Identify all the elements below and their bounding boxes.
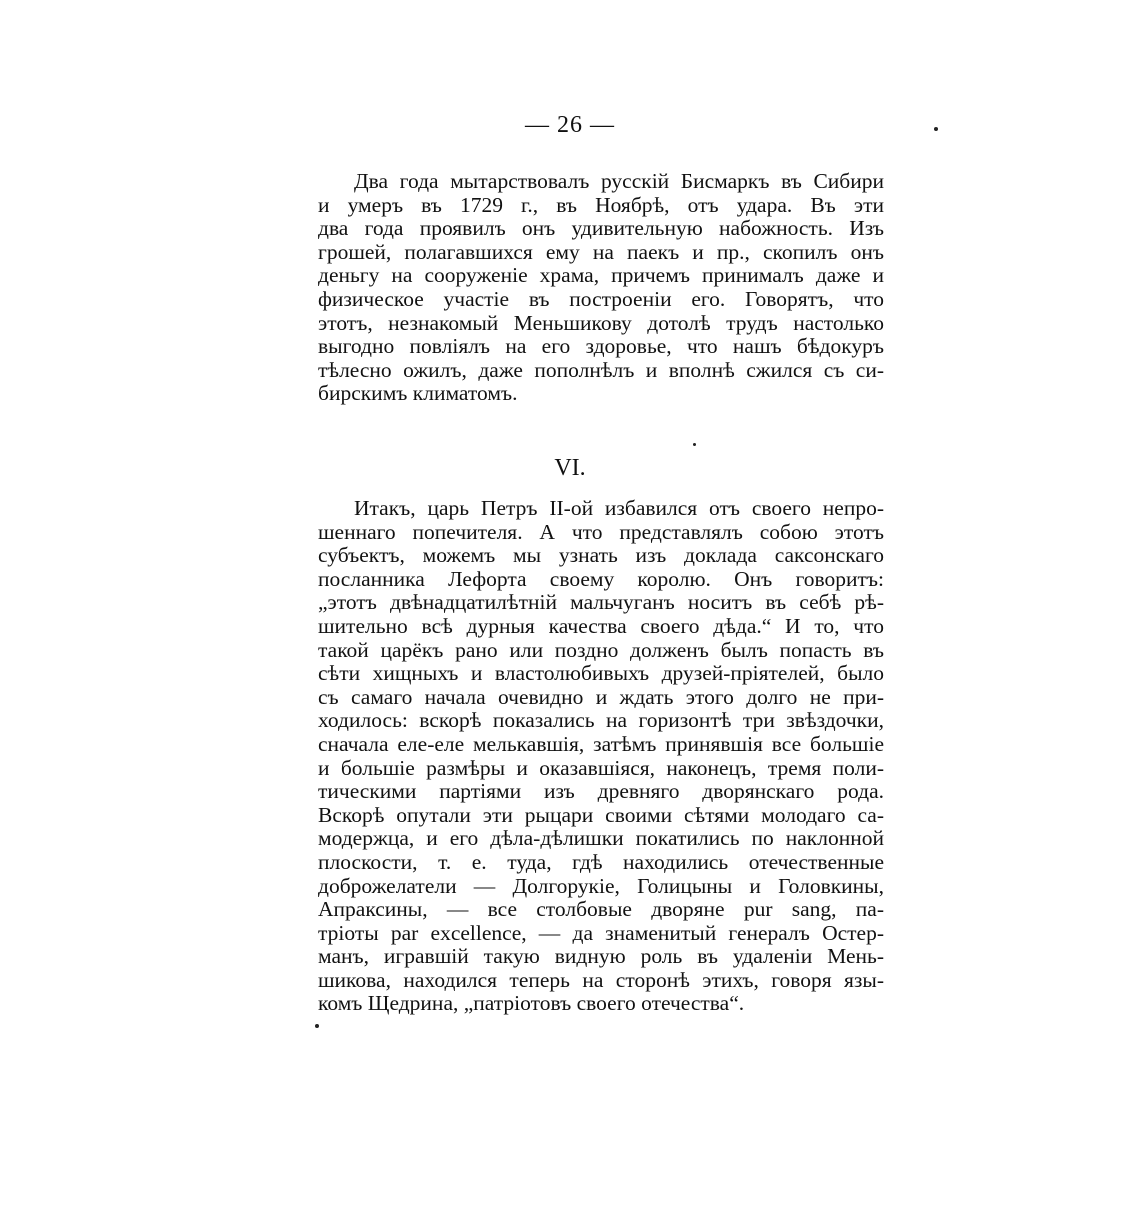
paragraph-line: сѣти хищныхъ и властолюбивыхъ друзей-пріятелей, было [318, 661, 884, 686]
paragraph-line: и умеръ въ 1729 г., въ Ноябрѣ, отъ удара. Въ эти [318, 192, 884, 217]
paragraph-line: Итакъ, царь Петръ II-ой избавился отъ своего непро- [354, 496, 884, 520]
paragraph-line: физическое участіе въ построеніи его. Говорятъ, что [318, 286, 884, 311]
paragraph-line: Апраксины, — все столбовые дворяне pur sang, па- [318, 897, 884, 922]
paragraph-line: тѣлесно ожилъ, даже пополнѣлъ и вполнѣ сжился съ си- [318, 357, 884, 382]
paragraph-line: грошей, полагавшихся ему на паекъ и пр., скопилъ онъ [318, 239, 884, 264]
scan-speck [693, 443, 696, 446]
paragraph-2 [318, 497, 884, 1016]
paragraph-1 [318, 170, 884, 406]
paragraph-line: ходилось: вскорѣ показались на горизонтѣ три звѣздочки, [318, 708, 884, 733]
paragraph-line: два года проявилъ онъ удивительную набожность. Изъ [318, 216, 884, 241]
paragraph-line: шикова, находился теперь на сторонѣ этихъ, говоря язы- [318, 967, 884, 992]
paragraph-line: выгодно повліялъ на его здоровье, что нашъ бѣдокуръ [318, 334, 884, 359]
paragraph-line: манъ, игравшій такую видную роль въ удаленіи Мень- [318, 944, 884, 969]
paragraph-line: шительно всѣ дурныя качества своего дѣда.“ И то, что [318, 613, 884, 638]
scan-speck [315, 1024, 319, 1028]
page-number: — 26 — [525, 112, 615, 138]
paragraph-line: съ самаго начала очевидно и ждать этого долго не при- [318, 684, 884, 709]
paragraph-line: Два года мытарствовалъ русскій Бисмаркъ въ Сибири [354, 169, 884, 193]
paragraph-line: тріоты par excellence, — да знаменитый генералъ Остер- [318, 920, 884, 945]
paragraph-line: посланника Лефорта своему королю. Онъ говоритъ: [318, 566, 884, 591]
paragraph-line: сначала еле-еле мелькавшія, затѣмъ принявшія все большіе [318, 731, 884, 756]
paragraph-line: плоскости, т. е. туда, гдѣ находились отечественные [318, 849, 884, 874]
paragraph-line: тическими партіями изъ древняго дворянскаго рода. [318, 779, 884, 804]
paragraph-line: доброжелатели — Долгорукіе, Голицыны и Головкины, [318, 873, 884, 898]
paragraph-line: шеннаго попечителя. А что представлялъ собою этотъ [318, 519, 884, 544]
paragraph-line: этотъ, незнакомый Меньшикову дотолѣ трудъ настолько [318, 310, 884, 335]
paragraph-line: Вскорѣ опутали эти рыцари своими сѣтями молодаго са- [318, 802, 884, 827]
paragraph-line: такой царёкъ рано или поздно долженъ былъ попасть въ [318, 637, 884, 662]
paragraph-line: и большіе размѣры и оказавшіяся, наконецъ, тремя поли- [318, 755, 884, 780]
paragraph-line: субъектъ, можемъ мы узнать изъ доклада саксонскаго [318, 543, 884, 568]
paragraph-line: модержца, и его дѣла-дѣлишки покатились по наклонной [318, 826, 884, 851]
paragraph-line: бирскимъ климатомъ. [318, 381, 518, 406]
paragraph-line: комъ Щедрина, „патріотовъ своего отечества“. [318, 991, 745, 1016]
scan-speck [934, 127, 938, 131]
paragraph-line: деньгу на сооруженіе храма, причемъ принималъ даже и [318, 263, 884, 288]
section-heading: VI. [554, 455, 586, 481]
paragraph-line: „этотъ двѣнадцатилѣтній мальчуганъ носитъ въ себѣ рѣ- [318, 590, 884, 615]
